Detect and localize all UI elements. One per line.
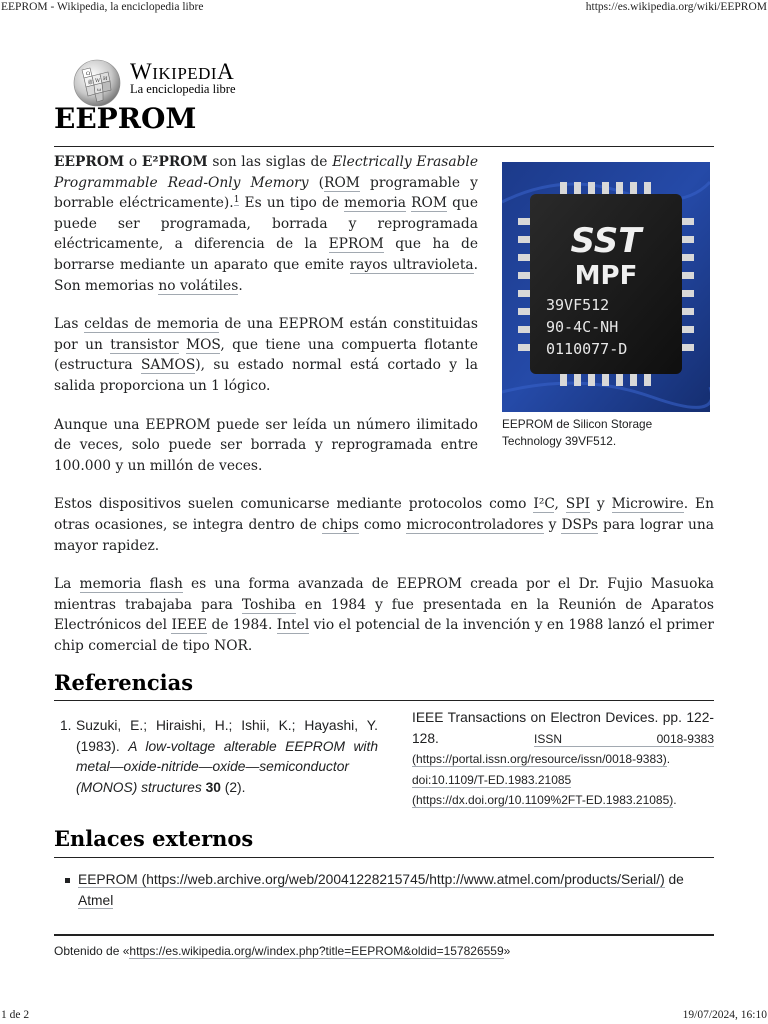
paragraph-4: Estos dispositivos suelen comunicarse mediante protocolos como I²C, SPI y Microwire. En otras ocasiones, se integra dentro de chips como microcontroladores y DSPs para lograr una mayor rapidez. [54, 496, 714, 554]
article-figure [502, 162, 714, 450]
paragraph-3: Aunque una EEPROM puede ser leída un número ilimitado de veces, solo puede ser borrada y reprogramada entre 100.000 y un millón de veces. [54, 416, 478, 474]
link-dsps[interactable]: DSPs [561, 516, 598, 533]
link-rom[interactable]: ROM [324, 174, 360, 191]
link-celdas-de-memoria[interactable]: celdas de memoria [84, 316, 219, 333]
link-intel[interactable]: Intel [276, 617, 310, 634]
reference-item-1: 1. Suzuki, E.; Hiraishi, H.; Ishii, K.; Hayashi, Y. (1983). A low-voltage alterable EEPROM with metal—oxide-nitride—oxide—semiconductor (MONOS) structures 30 (2). [60, 718, 378, 795]
link-atmel[interactable]: Atmel [78, 892, 114, 908]
bullet-icon [65, 878, 70, 883]
enlaces-divider [54, 857, 714, 858]
svg-text:維: 維 [88, 80, 94, 86]
paragraph-1: EEPROM o E²PROM son las siglas de Electrically Erasable Programmable Read-Only Memory (ROM programable y borrable eléctricamente).$^1$ Es un tipo de memoria ROM que puede ser programada, borrada y reprogramada eléctricamente, a diferencia de la EPROM que ha de borrarse mediante un aparato que emite rayos ultravioleta. Son memorias no volátiles. [54, 154, 479, 294]
external-link-eeprom-atmel[interactable]: EEPROM (https://web.archive.org/web/20041228215745/http://www.atmel.com/products/Serial/) [78, 872, 665, 887]
retrieved-from: Obtenido de «https://es.wikipedia.org/w/index.php?title=EEPROM&oldid=157826559» [54, 944, 511, 958]
wikipedia-tagline: La enciclopedia libre [130, 82, 236, 96]
eeprom-chip-image[interactable] [502, 162, 710, 412]
link-chips[interactable]: chips [321, 516, 359, 533]
link-memoria[interactable]: memoria [344, 195, 406, 212]
link-ieee[interactable]: IEEE [171, 617, 208, 634]
article-body [54, 152, 714, 674]
chip-brand-text: MPF [574, 261, 638, 291]
paragraph-5: La memoria flash es una forma avanzada de EEPROM creada por el Dr. Fujio Masuoka mientras trabajaba para Toshiba en 1984 y fue presentada en la Reunión de Aparatos Electrónicos del IEEE de 1984. Intel vio el potencial de la invención y en 1988 lanzó el primer chip comercial de tipo NOR. [54, 576, 714, 654]
link-rom-2[interactable]: ROM [411, 195, 447, 212]
link-microcontroladores[interactable]: microcontroladores [406, 516, 544, 533]
title-divider [54, 146, 714, 147]
chip-logo-text: SST [570, 221, 642, 261]
chip-line-1: 39VF512 [546, 296, 610, 314]
print-datetime: 19/07/2024, 16:10 [682, 1009, 767, 1021]
permanent-link[interactable]: https://es.wikipedia.org/w/index.php?title=EEPROM&oldid=157826559 [129, 944, 504, 958]
print-footer [0, 1008, 768, 1024]
chip-line-2: 90-4C-NH [546, 318, 619, 336]
page-title: EEPROM [54, 102, 197, 135]
print-page-count: 1 de 2 [1, 1009, 30, 1021]
print-page-title: EEPROM - Wikipedia, la enciclopedia libre [1, 1, 204, 13]
external-link-item: EEPROM (https://web.archive.org/web/20041228215745/http://www.atmel.com/products/Serial/) de Atmel [78, 872, 684, 908]
ref-1-link[interactable]: 1 [233, 194, 240, 205]
footer-divider [54, 934, 714, 936]
link-i2c[interactable]: I²C [533, 496, 555, 513]
reference-number[interactable]: 1. [60, 718, 72, 733]
link-transistor[interactable]: transistor [110, 336, 179, 353]
link-mos[interactable]: MOS [185, 336, 221, 353]
reference-item-1-continued: IEEE Transactions on Electron Devices. pp. 122-128. ISSN 0018-9383 (https://portal.issn.org/resource/issn/0018-9383). doi:10.1109/T-ED.1983.21085 (https://dx.doi.org/10.1109%2FT-ED.1983.21085). [412, 710, 715, 807]
wikipedia-wordmark: WIKIPEDIA [130, 59, 235, 84]
svg-text:W: W [95, 78, 101, 84]
link-toshiba[interactable]: Toshiba [241, 596, 296, 613]
svg-text:Ω: Ω [86, 71, 91, 77]
link-rayos-ultravioleta[interactable]: rayos ultravioleta [349, 256, 474, 273]
paragraph-2: Las celdas de memoria de una EEPROM están constituidas por un transistor MOS, que tiene una compuerta flotante (estructura SAMOS), su estado normal está cortado y la salida proporciona un 1 lógico. [54, 316, 478, 394]
figure-caption: EEPROM de Silicon Storage Technology 39VF512. [502, 417, 653, 448]
print-header [0, 0, 768, 16]
section-heading-enlaces-externos: Enlaces externos [54, 826, 254, 851]
issn-link[interactable]: ISSN 0018-9383 (https://portal.issn.org/resource/issn/0018-9383) [412, 731, 715, 766]
link-microwire[interactable]: Microwire [611, 496, 684, 513]
doi-link[interactable]: doi:10.1109/T-ED.1983.21085 (https://dx.doi.org/10.1109%2FT-ED.1983.21085) [412, 772, 674, 807]
print-url: https://es.wikipedia.org/wiki/EEPROM [585, 1, 767, 13]
svg-text:И: И [103, 76, 108, 82]
svg-text:ω: ω [97, 87, 102, 93]
section-heading-referencias: Referencias [54, 670, 194, 695]
referencias-divider [54, 700, 714, 701]
chip-line-3: 0110077-D [546, 340, 628, 358]
link-samos[interactable]: SAMOS [140, 357, 196, 374]
link-eprom[interactable]: EPROM [328, 236, 384, 253]
link-no-volatiles[interactable]: no volátiles [158, 277, 239, 294]
wikipedia-globe-icon [72, 56, 122, 108]
external-links-list [54, 870, 714, 911]
link-spi[interactable]: SPI [565, 496, 590, 513]
link-memoria-flash[interactable]: memoria flash [79, 576, 183, 593]
